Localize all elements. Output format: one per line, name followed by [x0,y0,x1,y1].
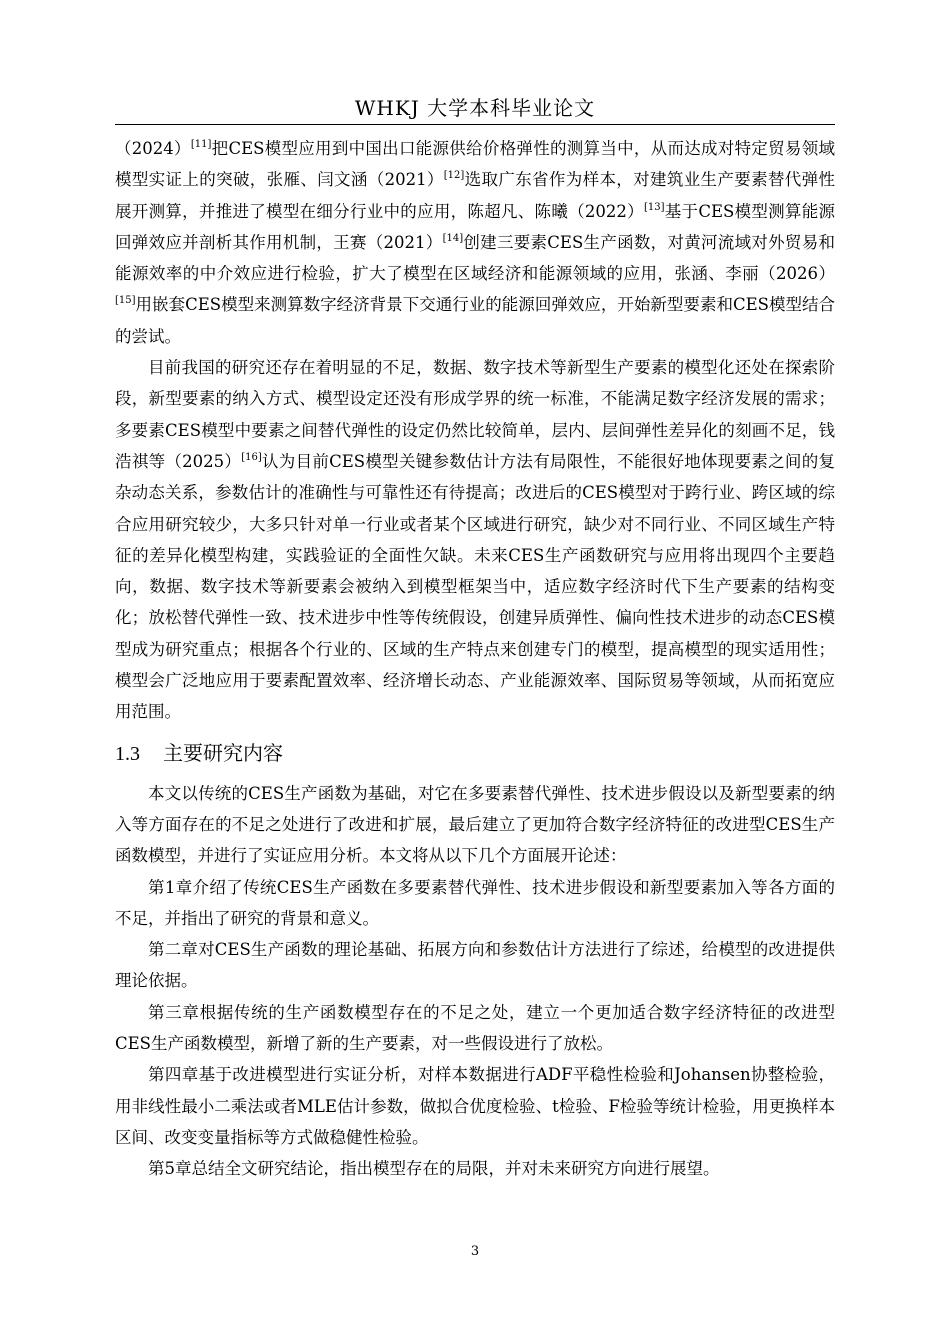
paragraph-text: 创建三要素CES生产函数，对黄河流域对外贸易和能源效率的中介效应进行检验，扩大了模型在区域经济和能源领域的应用，张涵、李丽（2026） [115,232,835,284]
paragraph-research-gaps [115,352,835,728]
citation-marker: [15] [115,295,136,307]
paragraph-text: 用嵌套CES模型来测算数字经济背景下交通行业的能源回弹效应，开始新型要素和CES模型结合的尝试。 [115,295,835,346]
header-rule [115,124,835,125]
citation-marker: [13] [643,201,665,213]
citation-marker: [16] [241,451,262,463]
paragraph-text: 基于CES模型测算能源回弹效应并剖析其作用机制，王赛（2021） [115,201,835,252]
page-header-title: WHKJ 大学本科毕业论文 [354,96,596,120]
paragraph-text: 选取广东省作为样本，对建筑业生产要素替代弹性展开测算，并推进了模型在细分行业中的应用，陈超凡、陈曦（2022） [115,170,835,221]
document-body [115,133,835,1185]
paragraph-chapter-3: 第三章根据传统的生产函数模型存在的不足之处，建立一个更加适合数字经济特征的改进型CES生产函数模型，新增了新的生产要素，对一些假设进行了放松。 [115,1002,835,1054]
citation-marker: [11] [190,139,212,150]
citation-marker: [14] [442,232,464,244]
section-number: 1.3 [115,742,140,765]
paragraph-chapter-2: 第二章对CES生产函数的理论基础、拓展方向和参数估计方法进行了综述，给模型的改进提供理论依据。 [115,940,835,991]
page-number: 3 [470,1244,480,1259]
section-title: 主要研究内容 [163,740,283,765]
citation-marker: [12] [443,170,465,182]
paragraph-text: （2024） [115,139,191,158]
paragraph-chapter-1: 第1章介绍了传统CES生产函数在多要素替代弹性、技术进步假设和新型要素加入等各方面的不足，并指出了研究的背景和意义。 [115,877,835,928]
paragraph-text: 目前我国的研究还存在着明显的不足，数据、数字技术等新型生产要素的模型化还处在探索阶段，新型要素的纳入方式、模型设定还没有形成学界的统一标准，不能满足数字经济发展的需求；多要素CES模型中要素之间替代弹性的设定仍然比较简单，层内、层间弹性差异化的刻画不足，钱浩祺等（2025） [115,358,835,471]
paragraph-chapter-5: 第5章总结全文研究结论，指出模型存在的局限，并对未来研究方向进行展望。 [148,1159,720,1179]
paragraph-text: 把CES模型应用到中国出口能源供给价格弹性的测算当中，从而达成对特定贸易领域模型实证上的突破，张雁、闫文涵（2021） [115,139,835,190]
paragraph-chapter-4: 第四章基于改进模型进行实证分析，对样本数据进行ADF平稳性检验和Johansen协整检验，用非线性最小二乘法或者MLE估计参数，做拟合优度检验、t检验、F检验等统计检验，用更换样本区间、改变变量指标等方式做稳健性检验。 [115,1065,835,1147]
paragraph-intro: 本文以传统的CES生产函数为基础，对它在多要素替代弹性、技术进步假设以及新型要素的纳入等方面存在的不足之处进行了改进和扩展，最后建立了更加符合数字经济特征的改进型CES生产函数模型，并进行了实证应用分析。本文将从以下几个方面展开论述： [115,783,835,866]
paragraph-literature-continued [115,133,835,352]
section-heading [115,734,835,772]
paragraph-text: 认为目前CES模型关键参数估计方法有局限性，不能很好地体现要素之间的复杂动态关系，参数估计的准确性与可靠性还有待提高；改进后的CES模型对于跨行业、跨区域的综合应用研究较少，大多只针对单一行业或者某个区域进行研究，缺少对不同行业、不同区域生产特征的差异化模型构建，实践验证的全面性欠缺。未来CES生产函数研究与应用将出现四个主要趋向，数据、数字技术等新要素会被纳入到模型框架当中，适应数字经济时代下生产要素的结构变化；放松替代弹性一致、技术进步中性等传统假设，创建异质弹性、偏向性技术进步的动态CES模型成为研究重点；根据各个行业的、区域的生产特点来创建专门的模型，提高模型的现实适用性；模型会广泛地应用于要素配置效率、经济增长动态、产业能源效率、国际贸易等领域，从而拓宽应用范围。 [115,451,835,722]
